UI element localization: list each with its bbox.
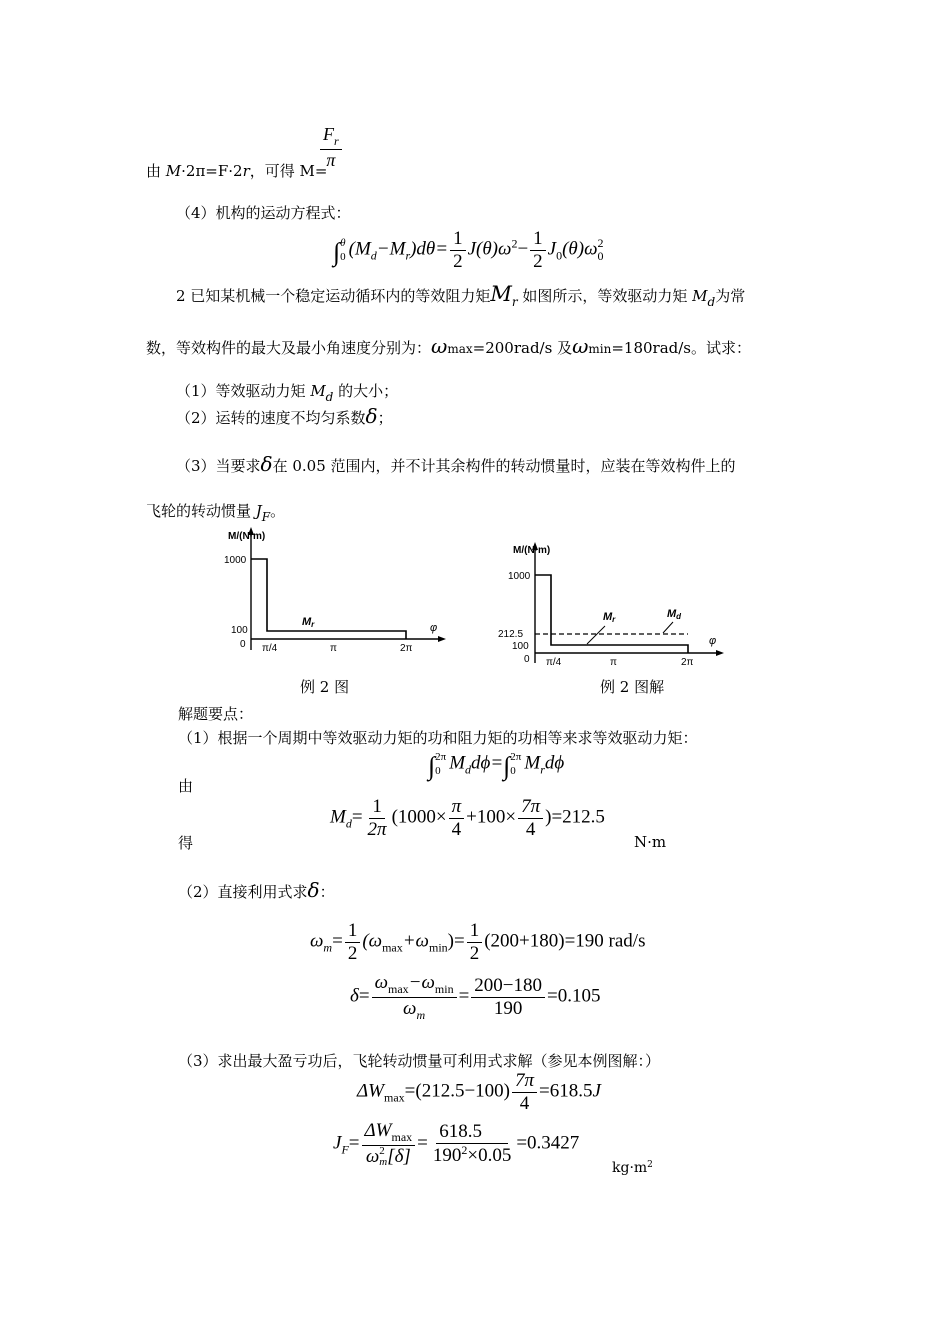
wm: ω [310, 930, 324, 952]
delta-equation [350, 972, 600, 1023]
fig2-md-pointer [663, 622, 673, 633]
work-integral-2: ∫ [503, 751, 511, 781]
q3-line2-a: 飞轮的转动惯量 [146, 502, 256, 520]
eq-jtheta: J(θ)ω [467, 238, 512, 260]
fig1-y1000: 1000 [224, 555, 247, 566]
fig2-md-label: Md [667, 608, 682, 621]
top-r: r [242, 162, 250, 180]
md-lhs-sub: d [345, 816, 352, 831]
jf-den-m: m [379, 1156, 388, 1169]
fig1-x-arrow [438, 636, 446, 642]
jf-d-b: ×0.05 [467, 1145, 512, 1167]
wm-h3: 1 [467, 920, 483, 943]
solution-title: 解题要点： [178, 705, 254, 723]
eq-dtheta: )dθ= [410, 238, 449, 260]
omega-min-symbol: ω [572, 334, 589, 358]
fig2-x-pi: π [610, 657, 617, 668]
eq-half2-den: 2 [533, 250, 543, 272]
eq-half1-den: 2 [453, 250, 463, 272]
work-md-sub: d [465, 762, 472, 777]
delta-den-m: m [416, 1007, 426, 1022]
jf-den-sq: 2 [379, 1145, 385, 1158]
question-3-line2 [146, 500, 285, 524]
work-mr-sub: r [540, 762, 545, 777]
omega-max-val: =200rad/s 及 [472, 339, 573, 357]
delta-den: ω [403, 997, 417, 1019]
wm-sub: m [323, 940, 333, 955]
md-seven-pi: 7π [518, 796, 543, 819]
figure-2-caption: 例 2 图解 [600, 678, 665, 696]
delta-num-max: max [387, 982, 409, 996]
fig2-y0: 0 [524, 654, 530, 665]
s2-b: ： [319, 883, 335, 901]
q2-b: ； [377, 409, 393, 427]
md-pi: π [449, 796, 465, 819]
eq-half1: 1 [450, 228, 466, 251]
q3-j: J [255, 502, 262, 520]
md-plus: +100× [466, 806, 517, 828]
eq-half2: 1 [530, 228, 546, 251]
q2-delta: δ [365, 404, 378, 428]
question-2 [176, 404, 393, 428]
dw-equation [357, 1070, 601, 1115]
work-int2-upper: 2π [510, 751, 522, 763]
q3-line2-b: 。 [270, 502, 286, 520]
work-dphi: dϕ= [471, 752, 504, 774]
q1-d: d [325, 390, 334, 404]
delta-result: =0.105 [547, 985, 601, 1007]
solution-de: 得 [178, 834, 194, 852]
md-result: )=212.5 [545, 806, 605, 828]
omega-min-sub: min [588, 342, 612, 356]
omega-min-val: =180rad/s。试求： [611, 339, 752, 357]
problem-line1-c: 为常 [715, 287, 746, 305]
problem-line1 [176, 282, 745, 309]
jf-den-b: [δ] [387, 1145, 411, 1167]
md-one: 1 [369, 796, 385, 819]
dw-j: J [592, 1080, 601, 1102]
fig1-mr-curve [251, 559, 406, 639]
delta-lhs: δ [350, 985, 359, 1007]
wsum-b: +ω [402, 930, 429, 952]
jf-num-max: max [391, 1130, 413, 1144]
fr-den: π [326, 149, 336, 170]
unit-kg [612, 1160, 653, 1176]
omega-max-sub: max [447, 342, 473, 356]
wm-h4: 2 [469, 942, 480, 964]
delta-num-b: −ω [408, 972, 435, 993]
fig2-y100: 100 [512, 641, 529, 652]
jf-den: ω [365, 1145, 380, 1167]
dw-den: 4 [519, 1092, 530, 1114]
dw-lhs: ΔW [357, 1080, 384, 1102]
eq-zero: 0 [556, 248, 563, 263]
omega-m-equation [310, 920, 645, 965]
fig2-x-2pi: 2π [681, 657, 694, 668]
md-four2: 4 [525, 818, 536, 840]
dw-eq: =(212.5−100) [404, 1080, 510, 1102]
md-lhs: M [330, 806, 346, 828]
fig1-phi: φ [430, 622, 438, 634]
solution-you: 由 [178, 777, 194, 795]
fig1-x-pi4: π/4 [262, 643, 278, 654]
fig1-mr-label: Mr [302, 616, 315, 629]
problem-md-d: d [707, 295, 716, 309]
int-upper: θ [340, 237, 346, 250]
fig2-x-pi4: π/4 [546, 657, 562, 668]
md-eq: = [351, 806, 363, 828]
md-equation [330, 796, 605, 841]
fr-num: F [323, 124, 334, 144]
q2-a: （2）运转的速度不均匀系数 [176, 409, 366, 427]
s2-delta: δ [307, 878, 320, 902]
fig2-ylabel: M/(N·m) [513, 545, 551, 556]
wsum-c: )= [447, 930, 465, 952]
fig2-y1000: 1000 [508, 571, 531, 582]
md-two-pi: 2π [367, 818, 387, 840]
dw-result: =618.5 [539, 1080, 593, 1102]
wm-h1: 1 [345, 920, 361, 943]
delta-num-min: min [434, 982, 454, 996]
jf-result: =0.3427 [516, 1132, 580, 1154]
eq-body: (M [348, 238, 371, 260]
dw-num: 7π [512, 1070, 537, 1093]
jf-d-sq: 2 [461, 1143, 468, 1158]
q3-a: （3）当要求 [176, 457, 261, 475]
jf-lhs: J [333, 1132, 342, 1154]
int-lower: 0 [340, 251, 346, 264]
jf-eq: = [348, 1132, 360, 1154]
jf-f: F [341, 1142, 349, 1157]
work-dphi2: dϕ [544, 752, 565, 774]
q3-delta: δ [260, 452, 273, 476]
wsum-max: max [382, 940, 403, 955]
solution-step1: （1）根据一个周期中等效驱动力矩的功和阻力矩的功相等来求等效驱动力矩： [178, 729, 698, 747]
work-int1-upper: 2π [435, 751, 447, 763]
s2-a: （2）直接利用式求 [178, 883, 308, 901]
eq-d: d [370, 248, 377, 263]
fig2-x-arrow [716, 650, 724, 656]
eq-r: r [405, 248, 411, 263]
q3-b: 在 0.05 范围内，并不计其余构件的转动惯量时，应装在等效构件上的 [272, 457, 736, 475]
fig2-mr-label: Mr [603, 611, 616, 624]
q3-f: F [261, 510, 271, 524]
unit-nm: N·m [634, 833, 667, 851]
problem-line2-a: 数，等效构件的最大及最小角速度分别为： [146, 339, 432, 357]
fig2-phi: φ [709, 635, 717, 647]
jf-d: 190 [432, 1145, 462, 1167]
fig1-y100: 100 [231, 625, 248, 636]
delta-n190: 190 [493, 997, 523, 1019]
fig1-ylabel: M/(N·m) [228, 531, 266, 542]
solution-step3: （3）求出最大盈亏功后，飞轮转动惯量可利用式求解（参见本例图解：） [178, 1052, 661, 1070]
work-int1-lower: 0 [435, 765, 441, 778]
delta-eq: = [358, 985, 370, 1007]
jf-equation [333, 1120, 579, 1168]
fig1-y0: 0 [240, 639, 246, 650]
delta-eq2: = [458, 985, 470, 1007]
item4-text: （4）机构的运动方程式： [176, 204, 351, 222]
jf-n: 618.5 [436, 1121, 508, 1144]
eq-j0: J [547, 238, 557, 260]
question-1 [176, 380, 398, 404]
fig2-y2125: 212.5 [498, 629, 524, 640]
q1-m: M [310, 382, 326, 400]
dw-max: max [383, 1090, 405, 1105]
integral-sign: ∫ [333, 237, 341, 267]
wm-eq: = [332, 930, 343, 952]
work-integral-1: ∫ [428, 751, 436, 781]
fig1-x-pi: π [330, 643, 337, 654]
jf-eq2: = [417, 1132, 428, 1154]
md-paren-a: (1000× [391, 806, 447, 828]
work-int2-lower: 0 [510, 765, 516, 778]
top-prefix: 由 [146, 162, 166, 180]
eq-j0theta: (θ)ω [562, 238, 598, 260]
problem-md-m: M [692, 287, 708, 305]
equation-motion [333, 228, 604, 273]
wm-h2: 2 [347, 942, 358, 964]
problem-line1-a: 2 已知某机械一个稳定运动循环内的等效阻力矩 [176, 287, 491, 305]
eq-sq0: 2 [597, 236, 604, 251]
eq-sq: 2 [511, 236, 518, 251]
figure-1-caption: 例 2 图 [300, 678, 350, 696]
q1-b: 的大小； [333, 382, 399, 400]
wsum-min: min [428, 940, 448, 955]
jf-num: ΔW [364, 1120, 392, 1141]
unit-kg-text: kg·m [612, 1160, 648, 1176]
top-line [146, 160, 327, 181]
delta-n200: 200−180 [471, 975, 545, 998]
wsum-d: (200+180)=190 rad/s [484, 930, 646, 952]
figure-1 [220, 525, 450, 660]
question-3 [176, 452, 736, 476]
eq-sub0: 0 [597, 249, 604, 264]
top-m: M [165, 162, 182, 180]
work-md: M [449, 752, 466, 774]
problem-mr-m: M [490, 282, 512, 306]
top-suffix: ，可得 M= [249, 162, 328, 180]
fig2-mr-pointer [587, 626, 605, 644]
q1-a: （1）等效驱动力矩 [176, 382, 311, 400]
eq-minus: −M [376, 238, 406, 260]
problem-line2 [146, 334, 751, 358]
omega-max-symbol: ω [431, 334, 448, 358]
wsum-a: (ω [362, 930, 383, 952]
problem-line1-b: 如图所示，等效驱动力矩 [522, 287, 693, 305]
delta-num-a: ω [374, 972, 388, 993]
top-mid: ·2π=F·2 [181, 162, 243, 180]
work-mr: M [524, 752, 541, 774]
fr-sub: r [334, 134, 339, 148]
figure-2 [495, 540, 730, 670]
fig1-x-2pi: 2π [400, 643, 413, 654]
problem-mr-r: r [511, 295, 518, 309]
solution-step2 [178, 878, 335, 902]
unit-kg-sq: 2 [647, 1160, 653, 1170]
work-equation [428, 750, 564, 782]
md-four: 4 [451, 818, 462, 840]
eq-minus2: − [517, 238, 529, 260]
